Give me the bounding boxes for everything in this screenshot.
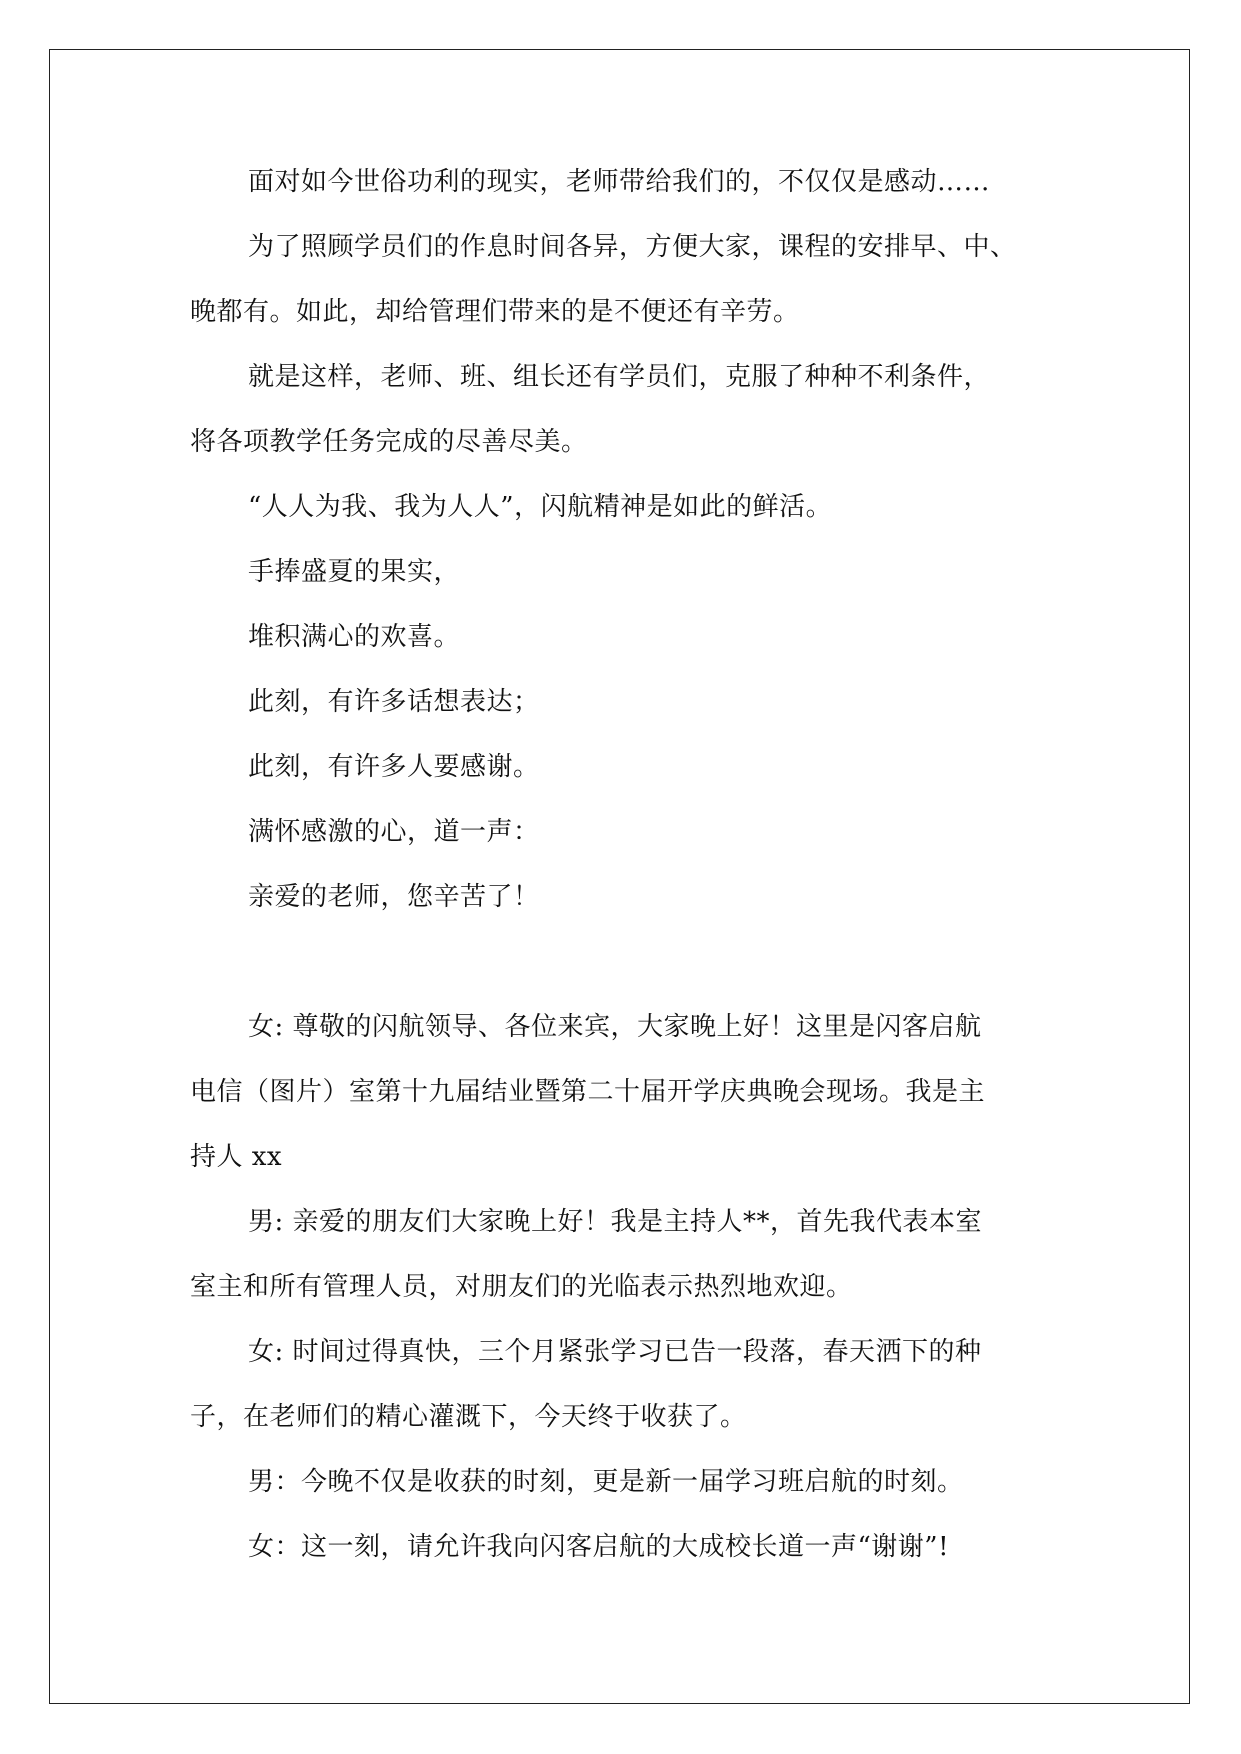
- text-line: 此刻，有许多话想表达；: [248, 687, 540, 717]
- text-line: 堆积满心的欢喜。: [248, 622, 461, 652]
- text-line: 女: 时间过得真快，三个月紧张学习已告一段落，春天洒下的种: [248, 1337, 982, 1367]
- text-line: 为了照顾学员们的作息时间各异，方便大家，课程的安排早、中、: [248, 232, 1017, 262]
- section-2: [190, 995, 1060, 1580]
- section-gap: [190, 930, 1060, 995]
- text-line: 电信（图片）室第十九届结业暨第二十届开学庆典晚会现场。我是主: [190, 1077, 986, 1107]
- text-line: 手捧盛夏的果实，: [248, 557, 461, 587]
- text-line: “人人为我、我为人人”，闪航精神是如此的鲜活。: [248, 492, 833, 522]
- text-line: 女: 尊敬的闪航领导、各位来宾，大家晚上好！这里是闪客启航: [248, 1012, 982, 1042]
- text-line: 就是这样，老师、班、组长还有学员们，克服了种种不利条件，: [248, 362, 991, 392]
- text-line: 持人 xx: [190, 1142, 283, 1172]
- text-line: 男: 亲爱的朋友们大家晚上好！我是主持人**，首先我代表本室: [248, 1207, 983, 1237]
- text-line: 将各项教学任务完成的尽善尽美。: [190, 427, 588, 457]
- text-line: 满怀感激的心，道一声：: [248, 817, 540, 847]
- text-line: 室主和所有管理人员，对朋友们的光临表示热烈地欢迎。: [190, 1272, 853, 1302]
- text-line: 亲爱的老师，您辛苦了！: [248, 882, 540, 912]
- text-line: 此刻，有许多人要感谢。: [248, 752, 540, 782]
- text-line: 面对如今世俗功利的现实，老师带给我们的，不仅仅是感动……: [248, 167, 991, 197]
- document-body: [190, 150, 1060, 1580]
- text-line: 男：今晚不仅是收获的时刻，更是新一届学习班启航的时刻。: [248, 1467, 964, 1497]
- text-line: 女：这一刻，请允许我向闪客启航的大成校长道一声“谢谢”!: [248, 1532, 950, 1562]
- text-line: 子，在老师们的精心灌溉下，今天终于收获了。: [190, 1402, 747, 1432]
- section-1: [190, 150, 1060, 930]
- text-line: 晚都有。如此，却给管理们带来的是不便还有辛劳。: [190, 297, 800, 327]
